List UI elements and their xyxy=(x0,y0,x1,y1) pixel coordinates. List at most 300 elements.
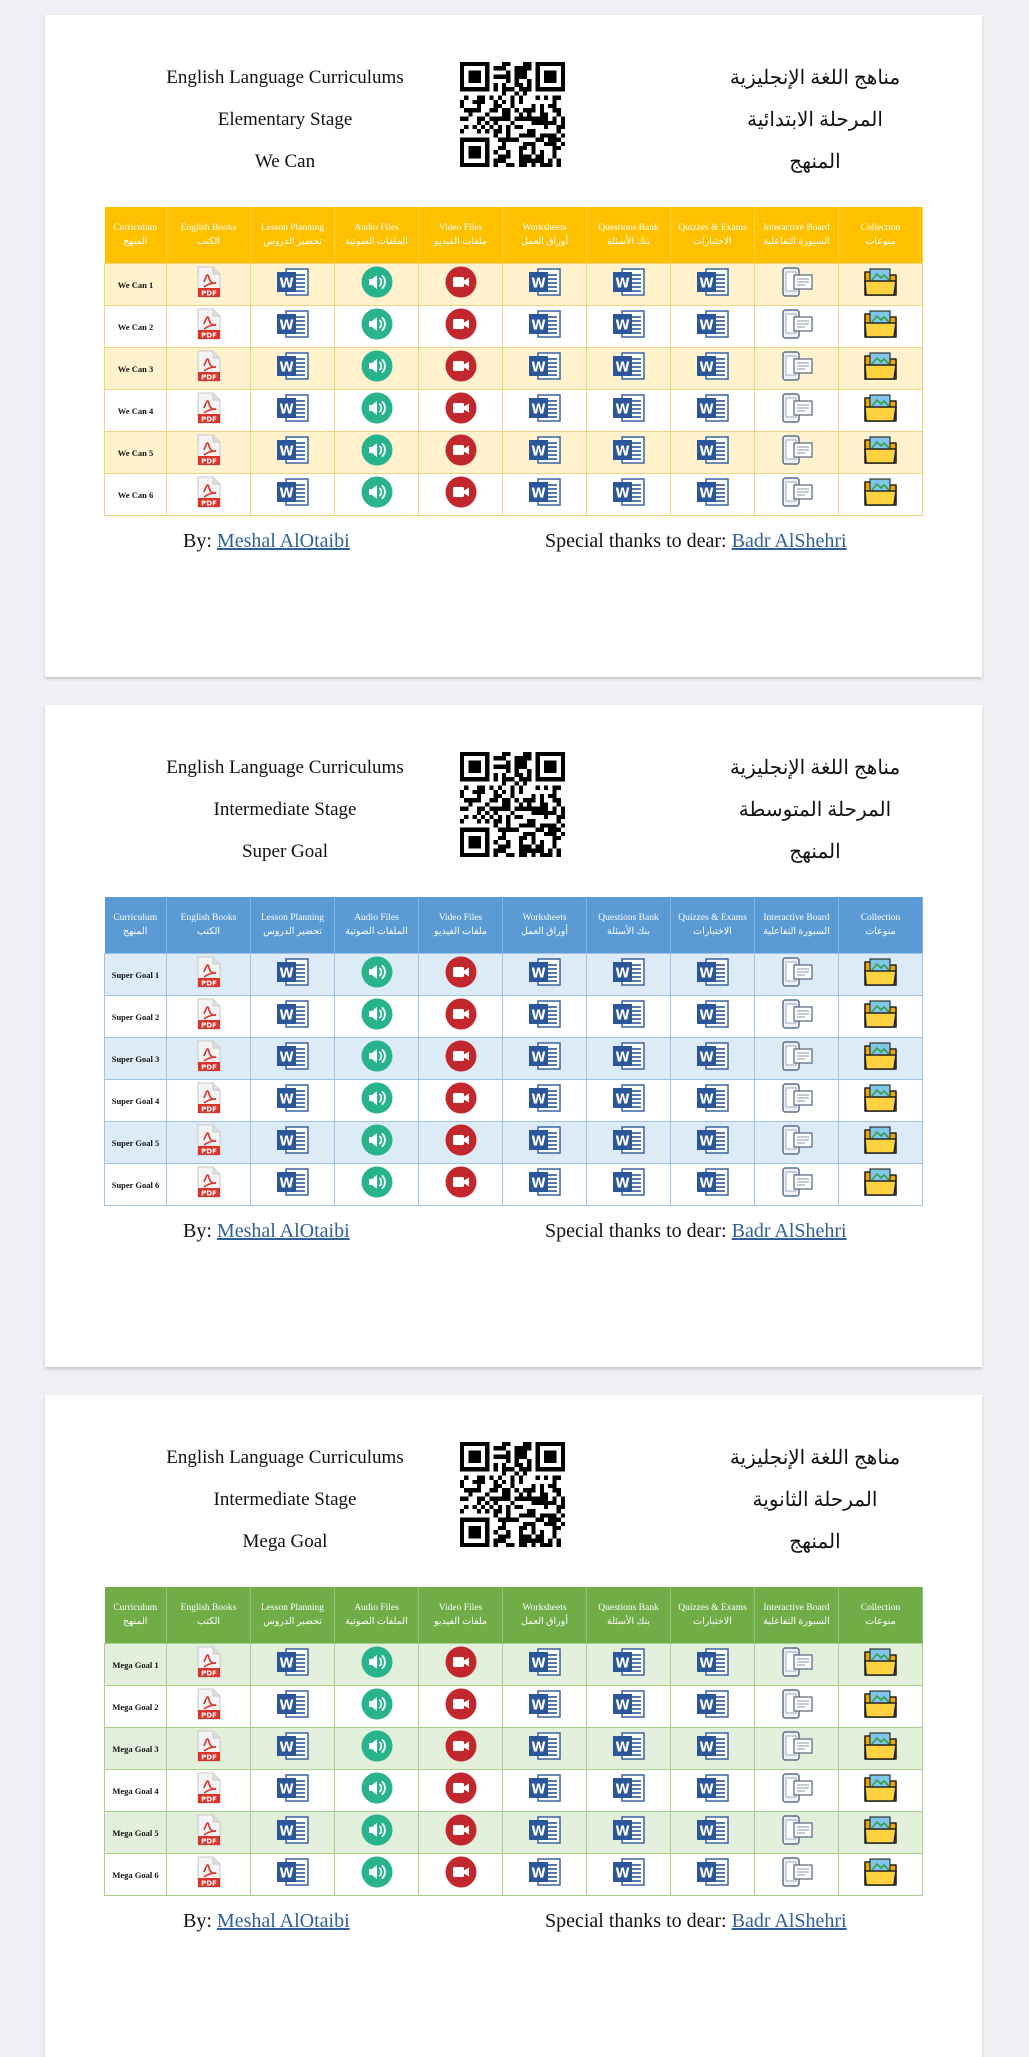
word-icon[interactable] xyxy=(528,957,562,992)
resource-cell xyxy=(503,432,587,474)
audio-icon[interactable] xyxy=(361,350,393,387)
video-icon[interactable] xyxy=(445,1730,477,1767)
column-header xyxy=(839,207,923,264)
resource-cell xyxy=(335,1644,419,1686)
column-header-en: Video Files xyxy=(438,1603,483,1613)
table-row xyxy=(105,1038,923,1080)
resource-cell xyxy=(167,954,251,996)
resource-cell xyxy=(755,1122,839,1164)
video-icon[interactable] xyxy=(445,956,477,993)
word-icon[interactable] xyxy=(696,1041,730,1076)
svg-text:W: W xyxy=(614,276,630,292)
resource-cell xyxy=(503,390,587,432)
word-icon[interactable] xyxy=(276,999,310,1034)
word-icon[interactable] xyxy=(276,1857,310,1892)
word-icon[interactable] xyxy=(612,309,646,344)
svg-text:W: W xyxy=(278,1008,294,1024)
word-icon[interactable] xyxy=(612,351,646,386)
word-icon[interactable] xyxy=(276,1647,310,1682)
table-row xyxy=(105,954,923,996)
word-icon[interactable] xyxy=(276,1041,310,1076)
word-icon[interactable] xyxy=(276,1083,310,1118)
word-icon[interactable] xyxy=(696,1815,730,1850)
audio-icon[interactable] xyxy=(361,1772,393,1809)
resource-cell xyxy=(755,432,839,474)
interactive-board-icon[interactable] xyxy=(780,1083,814,1118)
qr-code[interactable] xyxy=(460,1442,565,1547)
resource-cell xyxy=(587,1686,671,1728)
resource-cell xyxy=(755,390,839,432)
column-header-en: Collection xyxy=(860,913,901,923)
interactive-board-icon[interactable] xyxy=(780,1857,814,1892)
pdf-icon[interactable] xyxy=(197,1688,221,1725)
svg-text:PDF: PDF xyxy=(200,1879,217,1888)
resource-cell xyxy=(671,390,755,432)
svg-text:W: W xyxy=(278,1824,294,1840)
interactive-board-icon[interactable] xyxy=(780,1731,814,1766)
word-icon[interactable] xyxy=(612,435,646,470)
column-header xyxy=(587,207,671,264)
pdf-icon[interactable] xyxy=(197,308,221,345)
resource-cell xyxy=(503,1854,587,1896)
video-icon[interactable] xyxy=(445,392,477,429)
audio-icon[interactable] xyxy=(361,1856,393,1893)
word-icon[interactable] xyxy=(276,1125,310,1160)
video-icon[interactable] xyxy=(445,1082,477,1119)
pdf-icon[interactable] xyxy=(197,476,221,513)
resource-cell xyxy=(839,306,923,348)
table-row xyxy=(105,1854,923,1896)
word-icon[interactable] xyxy=(696,477,730,512)
word-icon[interactable] xyxy=(612,393,646,428)
folder-icon[interactable] xyxy=(863,1687,899,1726)
resource-cell xyxy=(671,996,755,1038)
thanks-label: Special thanks to dear: xyxy=(545,1220,727,1242)
resource-cell xyxy=(419,996,503,1038)
header-english-line: Elementary Stage xyxy=(217,109,353,130)
svg-text:W: W xyxy=(530,444,546,460)
word-icon[interactable] xyxy=(528,1773,562,1808)
video-icon[interactable] xyxy=(445,1124,477,1161)
word-icon[interactable] xyxy=(696,1167,730,1202)
audio-icon[interactable] xyxy=(361,998,393,1035)
column-header xyxy=(419,897,503,954)
interactive-board-icon[interactable] xyxy=(780,435,814,470)
pdf-icon[interactable] xyxy=(197,1646,221,1683)
word-icon[interactable] xyxy=(612,1083,646,1118)
word-icon[interactable] xyxy=(528,1083,562,1118)
svg-text:W: W xyxy=(698,1092,714,1108)
resource-cell xyxy=(587,954,671,996)
word-icon[interactable] xyxy=(276,435,310,470)
word-icon[interactable] xyxy=(612,1125,646,1160)
folder-icon[interactable] xyxy=(863,475,899,514)
word-icon[interactable] xyxy=(276,477,310,512)
folder-icon[interactable] xyxy=(863,1729,899,1768)
word-icon[interactable] xyxy=(528,1815,562,1850)
audio-icon[interactable] xyxy=(361,1124,393,1161)
resource-cell xyxy=(167,996,251,1038)
svg-text:W: W xyxy=(614,444,630,460)
resource-cell xyxy=(839,390,923,432)
resource-cell xyxy=(251,1854,335,1896)
pdf-icon[interactable] xyxy=(197,1166,221,1203)
folder-icon[interactable] xyxy=(863,265,899,304)
resource-cell xyxy=(251,1812,335,1854)
folder-icon[interactable] xyxy=(863,349,899,388)
word-icon[interactable] xyxy=(612,267,646,302)
video-icon[interactable] xyxy=(445,308,477,345)
audio-icon[interactable] xyxy=(361,392,393,429)
resource-cell xyxy=(587,1080,671,1122)
resource-cell xyxy=(671,1686,755,1728)
interactive-board-icon[interactable] xyxy=(780,477,814,512)
word-icon[interactable] xyxy=(696,267,730,302)
video-icon[interactable] xyxy=(445,1646,477,1683)
word-icon[interactable] xyxy=(528,1857,562,1892)
interactive-board-icon[interactable] xyxy=(780,957,814,992)
word-icon[interactable] xyxy=(612,477,646,512)
resource-cell xyxy=(671,1122,755,1164)
word-icon[interactable] xyxy=(612,1689,646,1724)
word-icon[interactable] xyxy=(528,435,562,470)
word-icon[interactable] xyxy=(276,1815,310,1850)
video-icon[interactable] xyxy=(445,998,477,1035)
resource-cell xyxy=(251,474,335,516)
word-icon[interactable] xyxy=(276,393,310,428)
resource-cell xyxy=(419,1812,503,1854)
column-header-en: Audio Files xyxy=(354,913,399,923)
interactive-board-icon[interactable] xyxy=(780,1167,814,1202)
table-row xyxy=(105,390,923,432)
by-label: By: xyxy=(183,530,212,552)
pdf-icon[interactable] xyxy=(197,350,221,387)
word-icon[interactable] xyxy=(276,1773,310,1808)
column-header-en: Curriculum xyxy=(113,223,158,233)
resource-cell xyxy=(503,1770,587,1812)
resource-cell xyxy=(839,1038,923,1080)
resource-cell xyxy=(335,996,419,1038)
svg-text:PDF: PDF xyxy=(200,1711,217,1720)
folder-icon[interactable] xyxy=(863,433,899,472)
column-header xyxy=(335,207,419,264)
resource-cell xyxy=(755,1080,839,1122)
svg-text:W: W xyxy=(614,1782,630,1798)
resources-table xyxy=(104,207,923,516)
svg-text:PDF: PDF xyxy=(200,979,217,988)
audio-icon[interactable] xyxy=(361,956,393,993)
folder-icon[interactable] xyxy=(863,1645,899,1684)
qr-code-icon xyxy=(460,1442,565,1547)
pdf-icon[interactable] xyxy=(197,266,221,303)
word-icon[interactable] xyxy=(612,1731,646,1766)
resource-cell xyxy=(671,1038,755,1080)
resource-cell xyxy=(755,1854,839,1896)
word-icon[interactable] xyxy=(696,351,730,386)
interactive-board-icon[interactable] xyxy=(780,393,814,428)
word-icon[interactable] xyxy=(528,267,562,302)
interactive-board-icon[interactable] xyxy=(780,351,814,386)
interactive-board-icon[interactable] xyxy=(780,1041,814,1076)
pdf-icon[interactable] xyxy=(197,1730,221,1767)
interactive-board-icon[interactable] xyxy=(780,1689,814,1724)
pdf-icon[interactable] xyxy=(197,998,221,1035)
column-header-en: Questions Bank xyxy=(598,1603,659,1613)
svg-text:W: W xyxy=(278,1740,294,1756)
svg-text:PDF: PDF xyxy=(200,289,217,298)
column-header-en: Interactive Board xyxy=(763,1603,830,1613)
resource-cell xyxy=(419,1644,503,1686)
interactive-board-icon[interactable] xyxy=(780,999,814,1034)
folder-icon[interactable] xyxy=(863,1855,899,1894)
qr-code-icon xyxy=(460,62,565,167)
folder-icon[interactable] xyxy=(863,391,899,430)
resource-cell xyxy=(839,1080,923,1122)
svg-text:PDF: PDF xyxy=(200,457,217,466)
audio-icon[interactable] xyxy=(361,1814,393,1851)
resource-cell xyxy=(671,1164,755,1206)
word-icon[interactable] xyxy=(696,999,730,1034)
header-english-line: Super Goal xyxy=(241,841,328,862)
interactive-board-icon[interactable] xyxy=(780,267,814,302)
svg-text:W: W xyxy=(614,1824,630,1840)
audio-icon[interactable] xyxy=(361,1646,393,1683)
column-header-en: Worksheets xyxy=(522,1603,567,1613)
column-header-en: Audio Files xyxy=(354,223,399,233)
word-icon[interactable] xyxy=(528,1041,562,1076)
header-english xyxy=(125,747,445,873)
svg-text:W: W xyxy=(278,1656,294,1672)
resource-cell xyxy=(419,264,503,306)
resource-cell xyxy=(419,1164,503,1206)
interactive-board-icon[interactable] xyxy=(780,1773,814,1808)
column-header-ar: السبورة التفاعلية xyxy=(763,237,830,247)
word-icon[interactable] xyxy=(612,1647,646,1682)
word-icon[interactable] xyxy=(696,309,730,344)
word-icon[interactable] xyxy=(696,1857,730,1892)
folder-icon[interactable] xyxy=(863,1813,899,1852)
column-header xyxy=(251,897,335,954)
curriculum-label: Super Goal 4 xyxy=(105,1080,167,1122)
resource-cell xyxy=(335,1728,419,1770)
word-icon[interactable] xyxy=(696,1125,730,1160)
audio-icon[interactable] xyxy=(361,1730,393,1767)
author-link[interactable]: Meshal AlOtaibi xyxy=(216,1910,350,1932)
audio-icon[interactable] xyxy=(361,266,393,303)
word-icon[interactable] xyxy=(612,1815,646,1850)
video-icon[interactable] xyxy=(445,1814,477,1851)
resource-cell xyxy=(251,306,335,348)
resource-cell xyxy=(167,306,251,348)
word-icon[interactable] xyxy=(528,999,562,1034)
word-icon[interactable] xyxy=(528,393,562,428)
svg-text:W: W xyxy=(530,1008,546,1024)
audio-icon[interactable] xyxy=(361,1040,393,1077)
resource-cell xyxy=(503,954,587,996)
svg-text:W: W xyxy=(698,276,714,292)
folder-icon[interactable] xyxy=(863,307,899,346)
video-icon[interactable] xyxy=(445,1166,477,1203)
interactive-board-icon[interactable] xyxy=(780,1815,814,1850)
word-icon[interactable] xyxy=(276,1731,310,1766)
folder-icon[interactable] xyxy=(863,1165,899,1204)
word-icon[interactable] xyxy=(696,1731,730,1766)
word-icon[interactable] xyxy=(276,309,310,344)
thanks-link[interactable]: Badr AlShehri xyxy=(731,1220,847,1242)
resource-cell xyxy=(839,996,923,1038)
word-icon[interactable] xyxy=(612,957,646,992)
word-icon[interactable] xyxy=(276,1167,310,1202)
column-header-ar: أوراق العمل xyxy=(520,927,568,937)
column-header xyxy=(335,1587,419,1644)
thanks-link[interactable]: Badr AlShehri xyxy=(731,530,847,552)
word-icon[interactable] xyxy=(612,1041,646,1076)
audio-icon[interactable] xyxy=(361,1082,393,1119)
folder-icon[interactable] xyxy=(863,1039,899,1078)
svg-text:W: W xyxy=(698,1740,714,1756)
word-icon[interactable] xyxy=(528,1689,562,1724)
video-icon[interactable] xyxy=(445,476,477,513)
table-row xyxy=(105,1080,923,1122)
folder-icon[interactable] xyxy=(863,1081,899,1120)
video-icon[interactable] xyxy=(445,434,477,471)
pdf-icon[interactable] xyxy=(197,1124,221,1161)
word-icon[interactable] xyxy=(528,309,562,344)
word-icon[interactable] xyxy=(612,999,646,1034)
word-icon[interactable] xyxy=(276,351,310,386)
audio-icon[interactable] xyxy=(361,308,393,345)
word-icon[interactable] xyxy=(276,267,310,302)
word-icon[interactable] xyxy=(612,1773,646,1808)
video-icon[interactable] xyxy=(445,1688,477,1725)
column-header-en: English Books xyxy=(180,1603,237,1613)
resource-cell xyxy=(503,1080,587,1122)
resource-cell xyxy=(167,1812,251,1854)
word-icon[interactable] xyxy=(528,351,562,386)
table-row xyxy=(105,1122,923,1164)
resource-cell xyxy=(167,1644,251,1686)
resource-cell xyxy=(587,1812,671,1854)
resource-cell xyxy=(251,264,335,306)
resource-cell xyxy=(587,1770,671,1812)
pdf-icon[interactable] xyxy=(197,1856,221,1893)
pdf-icon[interactable] xyxy=(197,434,221,471)
word-icon[interactable] xyxy=(276,957,310,992)
resource-cell xyxy=(839,1122,923,1164)
svg-text:W: W xyxy=(530,966,546,982)
word-icon[interactable] xyxy=(696,957,730,992)
pdf-icon[interactable] xyxy=(197,956,221,993)
pdf-icon[interactable] xyxy=(197,1814,221,1851)
word-icon[interactable] xyxy=(696,393,730,428)
svg-text:W: W xyxy=(278,1134,294,1150)
word-icon[interactable] xyxy=(696,1647,730,1682)
resource-cell xyxy=(335,1164,419,1206)
qr-code[interactable] xyxy=(460,62,565,167)
folder-icon[interactable] xyxy=(863,1771,899,1810)
resource-cell xyxy=(671,1770,755,1812)
thanks-credit xyxy=(545,1220,847,1243)
word-icon[interactable] xyxy=(696,435,730,470)
video-icon[interactable] xyxy=(445,350,477,387)
word-icon[interactable] xyxy=(612,1857,646,1892)
column-header-ar: الاختبارات xyxy=(693,1617,732,1627)
resource-cell xyxy=(671,474,755,516)
audio-icon[interactable] xyxy=(361,1688,393,1725)
table-row xyxy=(105,1770,923,1812)
word-icon[interactable] xyxy=(528,1647,562,1682)
pdf-icon[interactable] xyxy=(197,1082,221,1119)
svg-text:W: W xyxy=(698,402,714,418)
folder-icon[interactable] xyxy=(863,955,899,994)
folder-icon[interactable] xyxy=(863,1123,899,1162)
resource-cell xyxy=(839,348,923,390)
word-icon[interactable] xyxy=(696,1689,730,1724)
resource-cell xyxy=(839,1770,923,1812)
interactive-board-icon[interactable] xyxy=(780,1125,814,1160)
qr-code[interactable] xyxy=(460,752,565,857)
resource-cell xyxy=(839,954,923,996)
svg-text:W: W xyxy=(278,1050,294,1066)
resource-cell xyxy=(503,996,587,1038)
video-icon[interactable] xyxy=(445,1040,477,1077)
thanks-link[interactable]: Badr AlShehri xyxy=(731,1910,847,1932)
resource-cell xyxy=(167,1770,251,1812)
column-header-ar: المنهج xyxy=(123,237,148,247)
svg-text:W: W xyxy=(530,1866,546,1882)
video-icon[interactable] xyxy=(445,266,477,303)
column-header-ar: ملفات الفيديو xyxy=(434,1617,487,1627)
interactive-board-icon[interactable] xyxy=(780,1647,814,1682)
column-header-en: Interactive Board xyxy=(763,223,830,233)
resource-cell xyxy=(839,1644,923,1686)
svg-text:W: W xyxy=(614,1050,630,1066)
pdf-icon[interactable] xyxy=(197,392,221,429)
word-icon[interactable] xyxy=(528,477,562,512)
word-icon[interactable] xyxy=(528,1125,562,1160)
resource-cell xyxy=(755,1038,839,1080)
pdf-icon[interactable] xyxy=(197,1772,221,1809)
resource-cell xyxy=(671,1644,755,1686)
interactive-board-icon[interactable] xyxy=(780,309,814,344)
word-icon[interactable] xyxy=(612,1167,646,1202)
svg-text:W: W xyxy=(530,1050,546,1066)
folder-icon[interactable] xyxy=(863,997,899,1036)
audio-icon[interactable] xyxy=(361,476,393,513)
word-icon[interactable] xyxy=(528,1731,562,1766)
resource-cell xyxy=(419,390,503,432)
header-english-line: Mega Goal xyxy=(242,1531,328,1552)
video-icon[interactable] xyxy=(445,1772,477,1809)
svg-text:W: W xyxy=(530,276,546,292)
pdf-icon[interactable] xyxy=(197,1040,221,1077)
word-icon[interactable] xyxy=(696,1083,730,1118)
column-header-en: Curriculum xyxy=(113,1603,158,1613)
curriculum-label: Super Goal 1 xyxy=(105,954,167,996)
audio-icon[interactable] xyxy=(361,434,393,471)
audio-icon[interactable] xyxy=(361,1166,393,1203)
resources-table xyxy=(104,1587,923,1896)
table-row xyxy=(105,1164,923,1206)
author-link[interactable]: Meshal AlOtaibi xyxy=(216,530,350,552)
svg-text:PDF: PDF xyxy=(200,1795,217,1804)
word-icon[interactable] xyxy=(696,1773,730,1808)
author-link[interactable]: Meshal AlOtaibi xyxy=(216,1220,350,1242)
video-icon[interactable] xyxy=(445,1856,477,1893)
resource-cell xyxy=(671,306,755,348)
word-icon[interactable] xyxy=(528,1167,562,1202)
word-icon[interactable] xyxy=(276,1689,310,1724)
